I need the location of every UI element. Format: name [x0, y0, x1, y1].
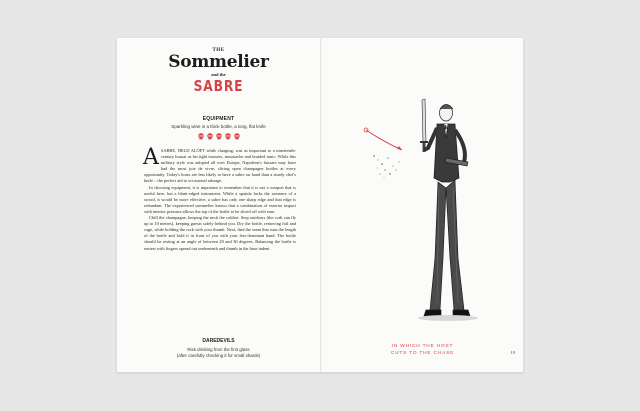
skull-icon	[234, 133, 240, 140]
daredevils-line-1: Risk drinking from the first glass	[187, 347, 250, 352]
daredevils-heading: DAREDEVILS	[202, 338, 235, 344]
daredevils-text	[117, 347, 320, 359]
caption-line-1: IN WHICH THE HOST	[391, 344, 454, 349]
host-figure	[424, 105, 470, 317]
skull-icon	[198, 133, 204, 140]
illustration-caption	[322, 343, 523, 357]
difficulty-skulls	[117, 133, 320, 140]
right-page	[322, 38, 523, 372]
body-paragraph	[143, 145, 296, 185]
paragraph-1: SABRE, HELD ALOFT while charging, was as important to a nineteenth-century hussar as his tight trousers, moustache and braided tunic. While this military style was adopted all over Europe, Napoleon's hussars may have had the most joie de vivre, slicing open champagne bottles at every opportunity. Today's hosts are less likely to have a sabre on hand than a sturdy chef's knife – the perfect aid to occasional sabrage.	[144, 148, 296, 184]
paragraph-3: Chill the champagne, keeping the neck the coldest. Step outdoors (the cork can fly up to 10 metres), keeping guests safely behind you. Dry the bottle, removing foil and cage, while holding the cork with your thumb. Next, find the seam that runs the length of the bottle and hold it in front of you with your less-dominant hand. The bottle should be resting at an angle of between 20 and 30 degrees. Balancing the bottle is easiest with fingers spread out underneath and thumb in the base indent.	[144, 215, 296, 251]
book-spread	[117, 38, 523, 372]
skull-icon	[216, 133, 222, 140]
title-the: THE	[212, 48, 225, 53]
equipment-heading: EQUIPMENT	[202, 116, 235, 122]
motion-arrow-icon	[364, 128, 402, 150]
body-paragraph	[144, 185, 296, 215]
ground-shadow	[418, 315, 478, 321]
skull-icon	[207, 133, 213, 140]
sabre-icon	[420, 99, 428, 152]
title-sabre: SABRE	[193, 77, 244, 95]
equipment-text: Sparkling wine in a thick bottle, a long, flat knife	[171, 124, 266, 129]
title-sommelier: Sommelier	[168, 52, 269, 72]
body-text	[143, 145, 296, 252]
paragraph-2: In choosing equipment, it is important to remember that it is not a weapon that is useful here, but a blunt-edged instrument. While a spatula lacks the romance of a sword, it would be more effective; a sabre has only one sharp edge and that edge is redundant. The experienced sommelier knows that a combination of exterior impact with interior pressure allows the top of the bottle to be sliced off with ease.	[144, 184, 296, 214]
drop-cap: A	[143, 145, 159, 170]
daredevils-line-2: (after carefully checking it for small shards)	[176, 353, 261, 358]
sabrage-illustration	[322, 78, 523, 348]
page-number: 19	[510, 350, 515, 355]
chapter-title	[117, 48, 320, 94]
caption-line-2: CUTS TO THE CHASE	[390, 351, 455, 356]
left-page	[117, 38, 320, 372]
title-and-the: and the	[211, 72, 226, 77]
skull-icon	[225, 133, 231, 140]
body-paragraph	[144, 215, 296, 252]
